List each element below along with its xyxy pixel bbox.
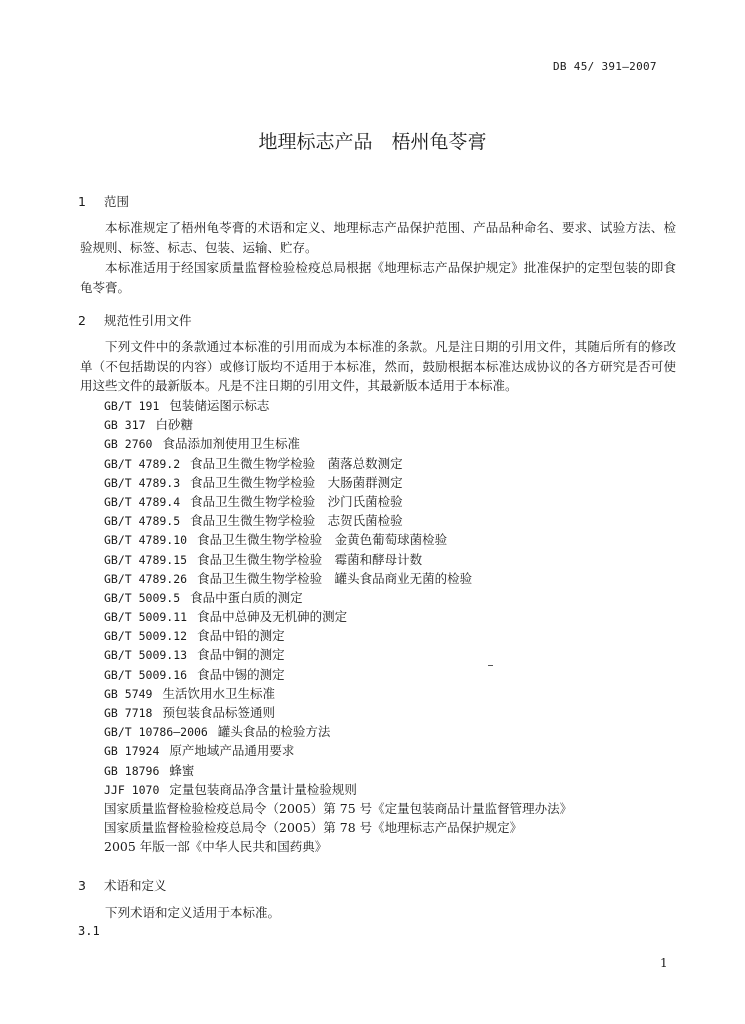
reference-title: 食品卫生微生物学检验 志贺氏菌检验: [190, 513, 403, 529]
reference-code: GB/T 5009.13: [104, 648, 188, 663]
reference-code: GB/T 4789.5: [104, 514, 181, 529]
reference-title: 食品中铅的测定: [197, 628, 285, 644]
reference-code: GB/T 4789.4: [104, 494, 181, 509]
reference-item: [104, 415, 572, 434]
document-title: 地理标志产品 梧州龟苓膏: [258, 131, 487, 153]
reference-item: [104, 818, 572, 837]
reference-item: [104, 703, 572, 722]
reference-item: [104, 454, 572, 473]
reference-code: GB 5749: [104, 686, 153, 701]
reference-title: 食品中铜的测定: [197, 647, 285, 663]
reference-title: 食品中锡的测定: [197, 666, 285, 682]
standard-code: DB 45/ 391—2007: [553, 60, 657, 73]
reference-item: [104, 530, 572, 549]
reference-item: [104, 665, 572, 684]
reference-title: 蜂蜜: [169, 762, 195, 778]
section-number: 2: [78, 313, 86, 328]
reference-code: GB/T 4789.26: [104, 571, 188, 586]
section-1-paragraph-2: 本标准适用于经国家质量监督检验检疫总局根据《地理标志产品保护规定》批准保护的定型包装的即食龟苓膏。: [80, 260, 676, 295]
normative-references-list: [104, 396, 572, 857]
reference-title: 食品添加剂使用卫生标准: [162, 436, 300, 452]
reference-title: 国家质量监督检验检疫总局令（2005）第 75 号《定量包装商品计量监督管理办法》: [104, 800, 573, 816]
reference-code: GB/T 4789.2: [104, 456, 181, 471]
reference-item: [104, 511, 572, 530]
section-2-paragraph: 下列文件中的条款通过本标准的引用而成为本标准的条款。凡是注日期的引用文件，其随后所有的修改单（不包括勘误的内容）或修订版均不适用于本标准，然而，鼓励根据本标准达成协议的各方研究是否可使用这些文件的最新版本。凡是不注日期的引用文件，其最新版本适用于本标准。: [80, 339, 676, 393]
section-number: 1: [78, 194, 86, 209]
reference-title: 定量包装商品净含量计量检验规则: [169, 781, 357, 797]
reference-code: GB 7718: [104, 706, 153, 720]
reference-code: GB 18796: [104, 763, 160, 778]
reference-title: 食品卫生微生物学检验 罐头食品商业无菌的检验: [197, 570, 473, 586]
reference-code: GB/T 4789.15: [104, 552, 188, 567]
reference-title: 预包装食品标签通则: [162, 705, 275, 720]
reference-title: 原产地域产品通用要求: [169, 743, 295, 759]
section-1-heading: [78, 192, 129, 210]
reference-item: [104, 626, 572, 645]
reference-code: GB/T 5009.5: [104, 590, 181, 605]
reference-item: [104, 645, 572, 664]
section-3-paragraph: 下列术语和定义适用于本标准。: [105, 905, 281, 920]
reference-item: [104, 569, 572, 588]
reference-item: [104, 396, 572, 415]
section-2-heading: [78, 311, 192, 329]
reference-code: GB/T 5009.12: [104, 629, 188, 644]
reference-title: 包装储运图示标志: [169, 398, 270, 413]
reference-title: 食品卫生微生物学检验 大肠菌群测定: [190, 474, 403, 490]
reference-item: [104, 492, 572, 511]
reference-item: [104, 722, 572, 741]
reference-title: 食品卫生微生物学检验 沙门氏菌检验: [190, 493, 403, 509]
reference-title: 白砂糖: [155, 417, 194, 433]
section-title: 规范性引用文件: [104, 313, 192, 328]
reference-item: [104, 473, 572, 492]
reference-code: GB 2760: [104, 437, 153, 452]
reference-item: [104, 780, 572, 799]
reference-title: 食品卫生微生物学检验 霉菌和酵母计数: [197, 551, 423, 567]
reference-title: 2005 年版一部《中华人民共和国药典》: [104, 839, 328, 855]
reference-item: [104, 741, 572, 760]
page-number: 1: [660, 956, 668, 970]
reference-title: 国家质量监督检验检疫总局令（2005）第 78 号《地理标志产品保护规定》: [104, 820, 523, 836]
reference-code: GB/T 191: [104, 399, 160, 413]
reference-code: GB/T 5009.11: [104, 610, 188, 625]
reference-title: 食品卫生微生物学检验 菌落总数测定: [190, 455, 403, 471]
reference-title: 食品卫生微生物学检验 金黄色葡萄球菌检验: [197, 532, 448, 548]
reference-item: [104, 761, 572, 780]
reference-code: JJF 1070: [104, 782, 160, 797]
section-title: 术语和定义: [104, 878, 167, 893]
reference-code: GB 317: [104, 418, 146, 433]
reference-item: [104, 588, 572, 607]
reference-item: [104, 434, 572, 453]
reference-item: [104, 684, 572, 703]
section-3-heading: [78, 876, 167, 894]
reference-code: GB/T 5009.16: [104, 667, 188, 682]
reference-title: 食品中总砷及无机砷的测定: [197, 609, 348, 625]
reference-title: 食品中蛋白质的测定: [190, 589, 303, 605]
reference-title: 罐头食品的检验方法: [217, 724, 331, 740]
reference-code: GB/T 4789.10: [104, 533, 188, 548]
section-number: 3: [78, 878, 86, 893]
scan-speck: [488, 665, 493, 666]
reference-code: GB/T 4789.3: [104, 475, 181, 490]
section-1-paragraph-1: 本标准规定了梧州龟苓膏的术语和定义、地理标志产品保护范围、产品品种命名、要求、试验方法、检验规则、标签、标志、包装、运输、贮存。: [80, 220, 676, 255]
reference-code: GB/T 10786—2006: [104, 725, 208, 740]
reference-code: GB 17924: [104, 744, 160, 759]
section-title: 范围: [104, 194, 130, 209]
reference-title: 生活饮用水卫生标准: [162, 685, 275, 701]
reference-item: [104, 837, 572, 856]
reference-item: [104, 607, 572, 626]
reference-item: [104, 799, 572, 818]
reference-item: [104, 550, 572, 569]
subsection-number: 3.1: [78, 924, 100, 938]
